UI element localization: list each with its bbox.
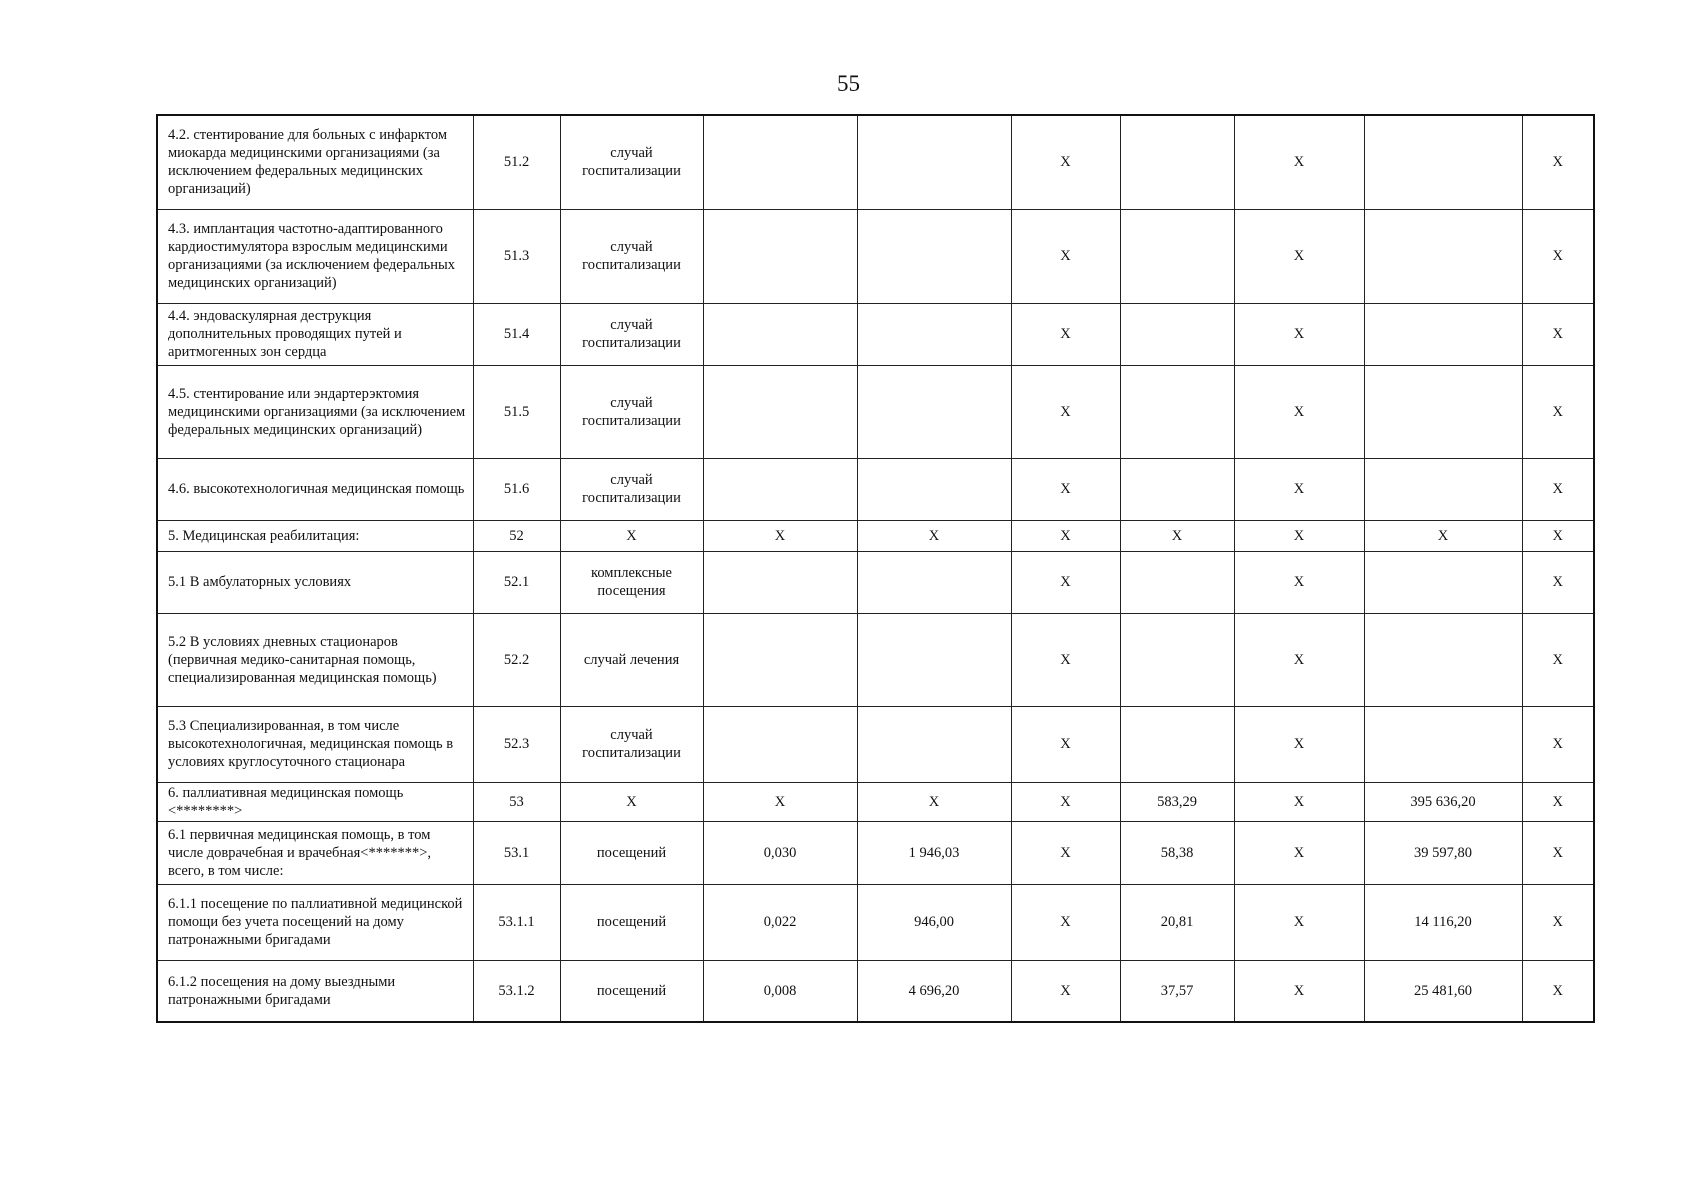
cell-col8: Х (1234, 115, 1364, 209)
cell-col10: Х (1522, 613, 1594, 706)
row-name: 5.1 В амбулаторных условиях (157, 551, 473, 613)
cell-col7: 583,29 (1120, 782, 1234, 821)
cell-col10: Х (1522, 520, 1594, 551)
cell-col7 (1120, 209, 1234, 303)
cell-col6: Х (1011, 884, 1120, 960)
cell-col8: Х (1234, 551, 1364, 613)
cell-col8: Х (1234, 458, 1364, 520)
table-row (157, 303, 1594, 365)
cell-col8: Х (1234, 960, 1364, 1022)
table-row (157, 821, 1594, 884)
row-unit: случай госпитализации (560, 115, 703, 209)
cell-col5 (857, 115, 1011, 209)
cell-col9: 25 481,60 (1364, 960, 1522, 1022)
cell-col5 (857, 209, 1011, 303)
cell-col5: Х (857, 520, 1011, 551)
table-row (157, 551, 1594, 613)
row-name: 4.5. стентирование или эндартерэктомия медицинскими организациями (за исключением федеральных медицинских организаций) (157, 365, 473, 458)
cell-col4: Х (703, 782, 857, 821)
row-code: 52.3 (473, 706, 560, 782)
cell-col4: 0,030 (703, 821, 857, 884)
cell-col7: 37,57 (1120, 960, 1234, 1022)
row-name: 5.2 В условиях дневных стационаров (первичная медико-санитарная помощь, специализированная медицинская помощь) (157, 613, 473, 706)
cell-col4 (703, 115, 857, 209)
cell-col5: 1 946,03 (857, 821, 1011, 884)
row-unit: случай госпитализации (560, 209, 703, 303)
cell-col5: Х (857, 782, 1011, 821)
cell-col6: Х (1011, 303, 1120, 365)
cell-col9 (1364, 458, 1522, 520)
row-name: 6.1.1 посещение по паллиативной медицинской помощи без учета посещений на дому патронажными бригадами (157, 884, 473, 960)
cell-col10: Х (1522, 209, 1594, 303)
cell-col10: Х (1522, 821, 1594, 884)
cell-col9 (1364, 209, 1522, 303)
row-code: 52.2 (473, 613, 560, 706)
table-row (157, 365, 1594, 458)
cell-col4 (703, 458, 857, 520)
cell-col7 (1120, 365, 1234, 458)
cell-col4 (703, 365, 857, 458)
cell-col10: Х (1522, 303, 1594, 365)
cell-col5 (857, 458, 1011, 520)
cell-col10: Х (1522, 458, 1594, 520)
row-name: 4.6. высокотехнологичная медицинская помощь (157, 458, 473, 520)
row-unit: Х (560, 520, 703, 551)
table-row (157, 706, 1594, 782)
cell-col8: Х (1234, 782, 1364, 821)
cell-col9 (1364, 365, 1522, 458)
row-unit: случай лечения (560, 613, 703, 706)
cell-col9: 395 636,20 (1364, 782, 1522, 821)
cell-col10: Х (1522, 884, 1594, 960)
cell-col5 (857, 706, 1011, 782)
row-name: 4.3. имплантация частотно-адаптированного кардиостимулятора взрослым медицинскими организациями (за исключением федеральных медицинских организаций) (157, 209, 473, 303)
row-unit: случай госпитализации (560, 365, 703, 458)
table-row (157, 613, 1594, 706)
cell-col5: 946,00 (857, 884, 1011, 960)
row-name: 5.3 Специализированная, в том числе высокотехнологичная, медицинская помощь в условиях круглосуточного стационара (157, 706, 473, 782)
cell-col6: Х (1011, 209, 1120, 303)
cell-col8: Х (1234, 209, 1364, 303)
row-name: 6.1 первичная медицинская помощь, в том числе доврачебная и врачебная<*******>, всего, в том числе: (157, 821, 473, 884)
row-code: 51.4 (473, 303, 560, 365)
row-code: 53.1 (473, 821, 560, 884)
cell-col7: 58,38 (1120, 821, 1234, 884)
cell-col6: Х (1011, 520, 1120, 551)
cell-col7: Х (1120, 520, 1234, 551)
table-row (157, 960, 1594, 1022)
cell-col6: Х (1011, 115, 1120, 209)
cell-col8: Х (1234, 613, 1364, 706)
cell-col7 (1120, 613, 1234, 706)
cell-col6: Х (1011, 613, 1120, 706)
cell-col6: Х (1011, 782, 1120, 821)
row-unit: случай госпитализации (560, 303, 703, 365)
cell-col7 (1120, 551, 1234, 613)
row-code: 53.1.1 (473, 884, 560, 960)
cell-col8: Х (1234, 303, 1364, 365)
row-code: 51.5 (473, 365, 560, 458)
cell-col9 (1364, 706, 1522, 782)
row-code: 51.2 (473, 115, 560, 209)
cell-col9: 14 116,20 (1364, 884, 1522, 960)
row-name: 5. Медицинская реабилитация: (157, 520, 473, 551)
cell-col4 (703, 613, 857, 706)
cell-col9: Х (1364, 520, 1522, 551)
cell-col6: Х (1011, 960, 1120, 1022)
row-code: 51.3 (473, 209, 560, 303)
row-unit: случай госпитализации (560, 706, 703, 782)
row-unit: Х (560, 782, 703, 821)
cell-col8: Х (1234, 821, 1364, 884)
cell-col7 (1120, 115, 1234, 209)
row-name: 6. паллиативная медицинская помощь <********> (157, 782, 473, 821)
cell-col6: Х (1011, 551, 1120, 613)
row-unit: посещений (560, 821, 703, 884)
row-name: 4.2. стентирование для больных с инфарктом миокарда медицинскими организациями (за исключением федеральных медицинских организаций) (157, 115, 473, 209)
cell-col10: Х (1522, 706, 1594, 782)
row-name: 6.1.2 посещения на дому выездными патронажными бригадами (157, 960, 473, 1022)
row-unit: случай госпитализации (560, 458, 703, 520)
row-code: 53 (473, 782, 560, 821)
page-number: 55 (837, 71, 860, 96)
row-unit: комплексные посещения (560, 551, 703, 613)
cell-col7 (1120, 706, 1234, 782)
cell-col8: Х (1234, 706, 1364, 782)
cell-col6: Х (1011, 821, 1120, 884)
table-row (157, 782, 1594, 821)
cell-col4 (703, 209, 857, 303)
row-code: 53.1.2 (473, 960, 560, 1022)
cell-col10: Х (1522, 782, 1594, 821)
table-row (157, 520, 1594, 551)
cell-col5 (857, 303, 1011, 365)
cell-col7 (1120, 458, 1234, 520)
cell-col6: Х (1011, 458, 1120, 520)
cell-col10: Х (1522, 960, 1594, 1022)
cell-col4: 0,008 (703, 960, 857, 1022)
cell-col8: Х (1234, 520, 1364, 551)
cell-col6: Х (1011, 706, 1120, 782)
row-unit: посещений (560, 960, 703, 1022)
row-code: 51.6 (473, 458, 560, 520)
cell-col5: 4 696,20 (857, 960, 1011, 1022)
table-row (157, 458, 1594, 520)
cell-col5 (857, 551, 1011, 613)
cell-col5 (857, 613, 1011, 706)
row-code: 52 (473, 520, 560, 551)
cell-col7 (1120, 303, 1234, 365)
cell-col7: 20,81 (1120, 884, 1234, 960)
row-unit: посещений (560, 884, 703, 960)
cell-col9 (1364, 115, 1522, 209)
cell-col9 (1364, 551, 1522, 613)
cell-col9: 39 597,80 (1364, 821, 1522, 884)
tariff-table (156, 114, 1595, 1023)
cell-col4: 0,022 (703, 884, 857, 960)
cell-col8: Х (1234, 884, 1364, 960)
cell-col10: Х (1522, 551, 1594, 613)
cell-col10: Х (1522, 365, 1594, 458)
cell-col10: Х (1522, 115, 1594, 209)
row-code: 52.1 (473, 551, 560, 613)
cell-col4 (703, 706, 857, 782)
row-name: 4.4. эндоваскулярная деструкция дополнительных проводящих путей и аритмогенных зон сердца (157, 303, 473, 365)
cell-col9 (1364, 303, 1522, 365)
cell-col4 (703, 551, 857, 613)
table-row (157, 209, 1594, 303)
cell-col4: Х (703, 520, 857, 551)
cell-col8: Х (1234, 365, 1364, 458)
cell-col4 (703, 303, 857, 365)
cell-col5 (857, 365, 1011, 458)
cell-col6: Х (1011, 365, 1120, 458)
cell-col9 (1364, 613, 1522, 706)
table-row (157, 115, 1594, 209)
table-row (157, 884, 1594, 960)
